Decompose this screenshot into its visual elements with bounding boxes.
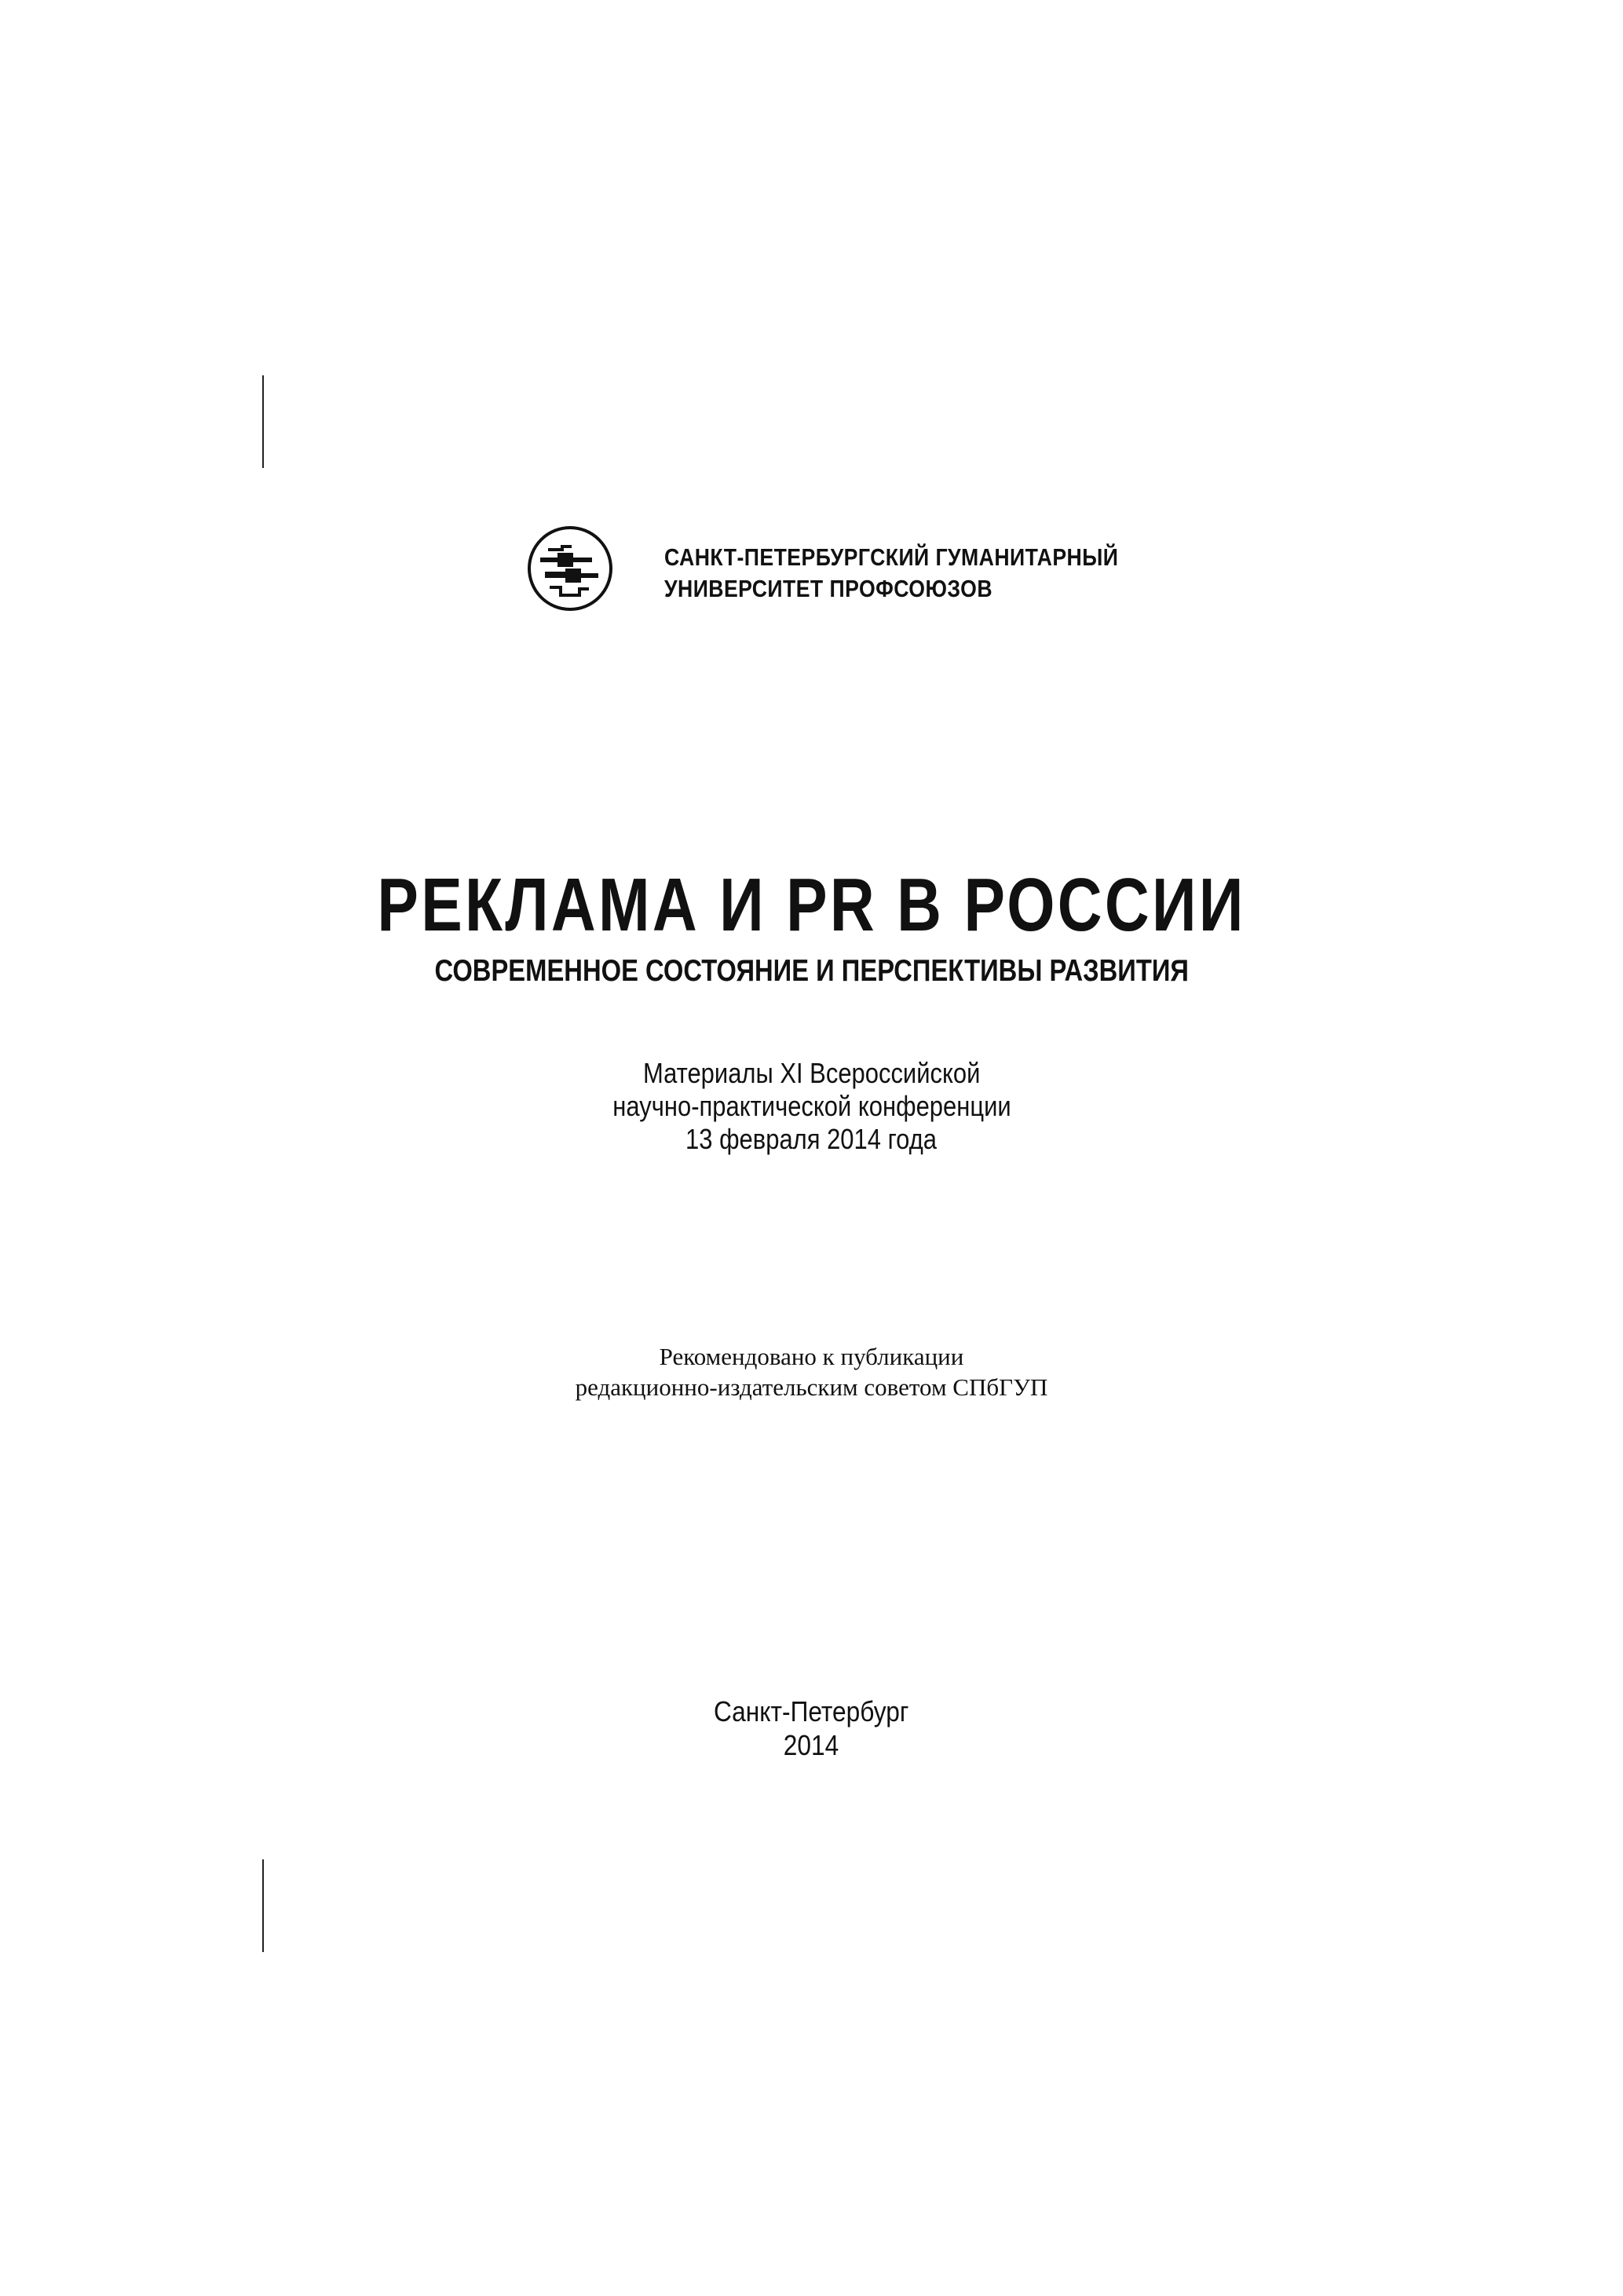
book-subtitle [0,952,1623,991]
book-subtitle-text: СОВРЕМЕННОЕ СОСТОЯНИЕ И ПЕРСПЕКТИВЫ РАЗВИТИЯ [434,954,1189,988]
book-title-text: РЕКЛАМА И PR В РОССИИ [377,863,1246,947]
book-title [0,862,1623,949]
imprint-city: Санкт-Петербург [714,1695,909,1727]
conference-line1: Материалы XI Всероссийской [642,1057,981,1089]
crop-mark-top [262,375,264,468]
conference-date: 13 февраля 2014 года [685,1123,938,1155]
imprint-year: 2014 [784,1729,839,1761]
conference-info [0,1057,1623,1156]
imprint [0,1695,1623,1762]
university-name [664,542,1118,605]
university-emblem-icon [526,525,614,612]
recommendation-line1: Рекомендовано к публикации [659,1343,964,1370]
crop-mark-bottom [262,1859,264,1952]
conference-line2: научно-практической конференции [612,1090,1011,1122]
recommendation-line2: редакционно-издательским советом СПбГУП [575,1373,1048,1401]
university-name-line2: УНИВЕРСИТЕТ ПРОФСОЮЗОВ [664,575,993,602]
recommendation-note [0,1341,1623,1402]
university-name-line1: САНКТ-ПЕТЕРБУРГСКИЙ ГУМАНИТАРНЫЙ [664,543,1119,571]
